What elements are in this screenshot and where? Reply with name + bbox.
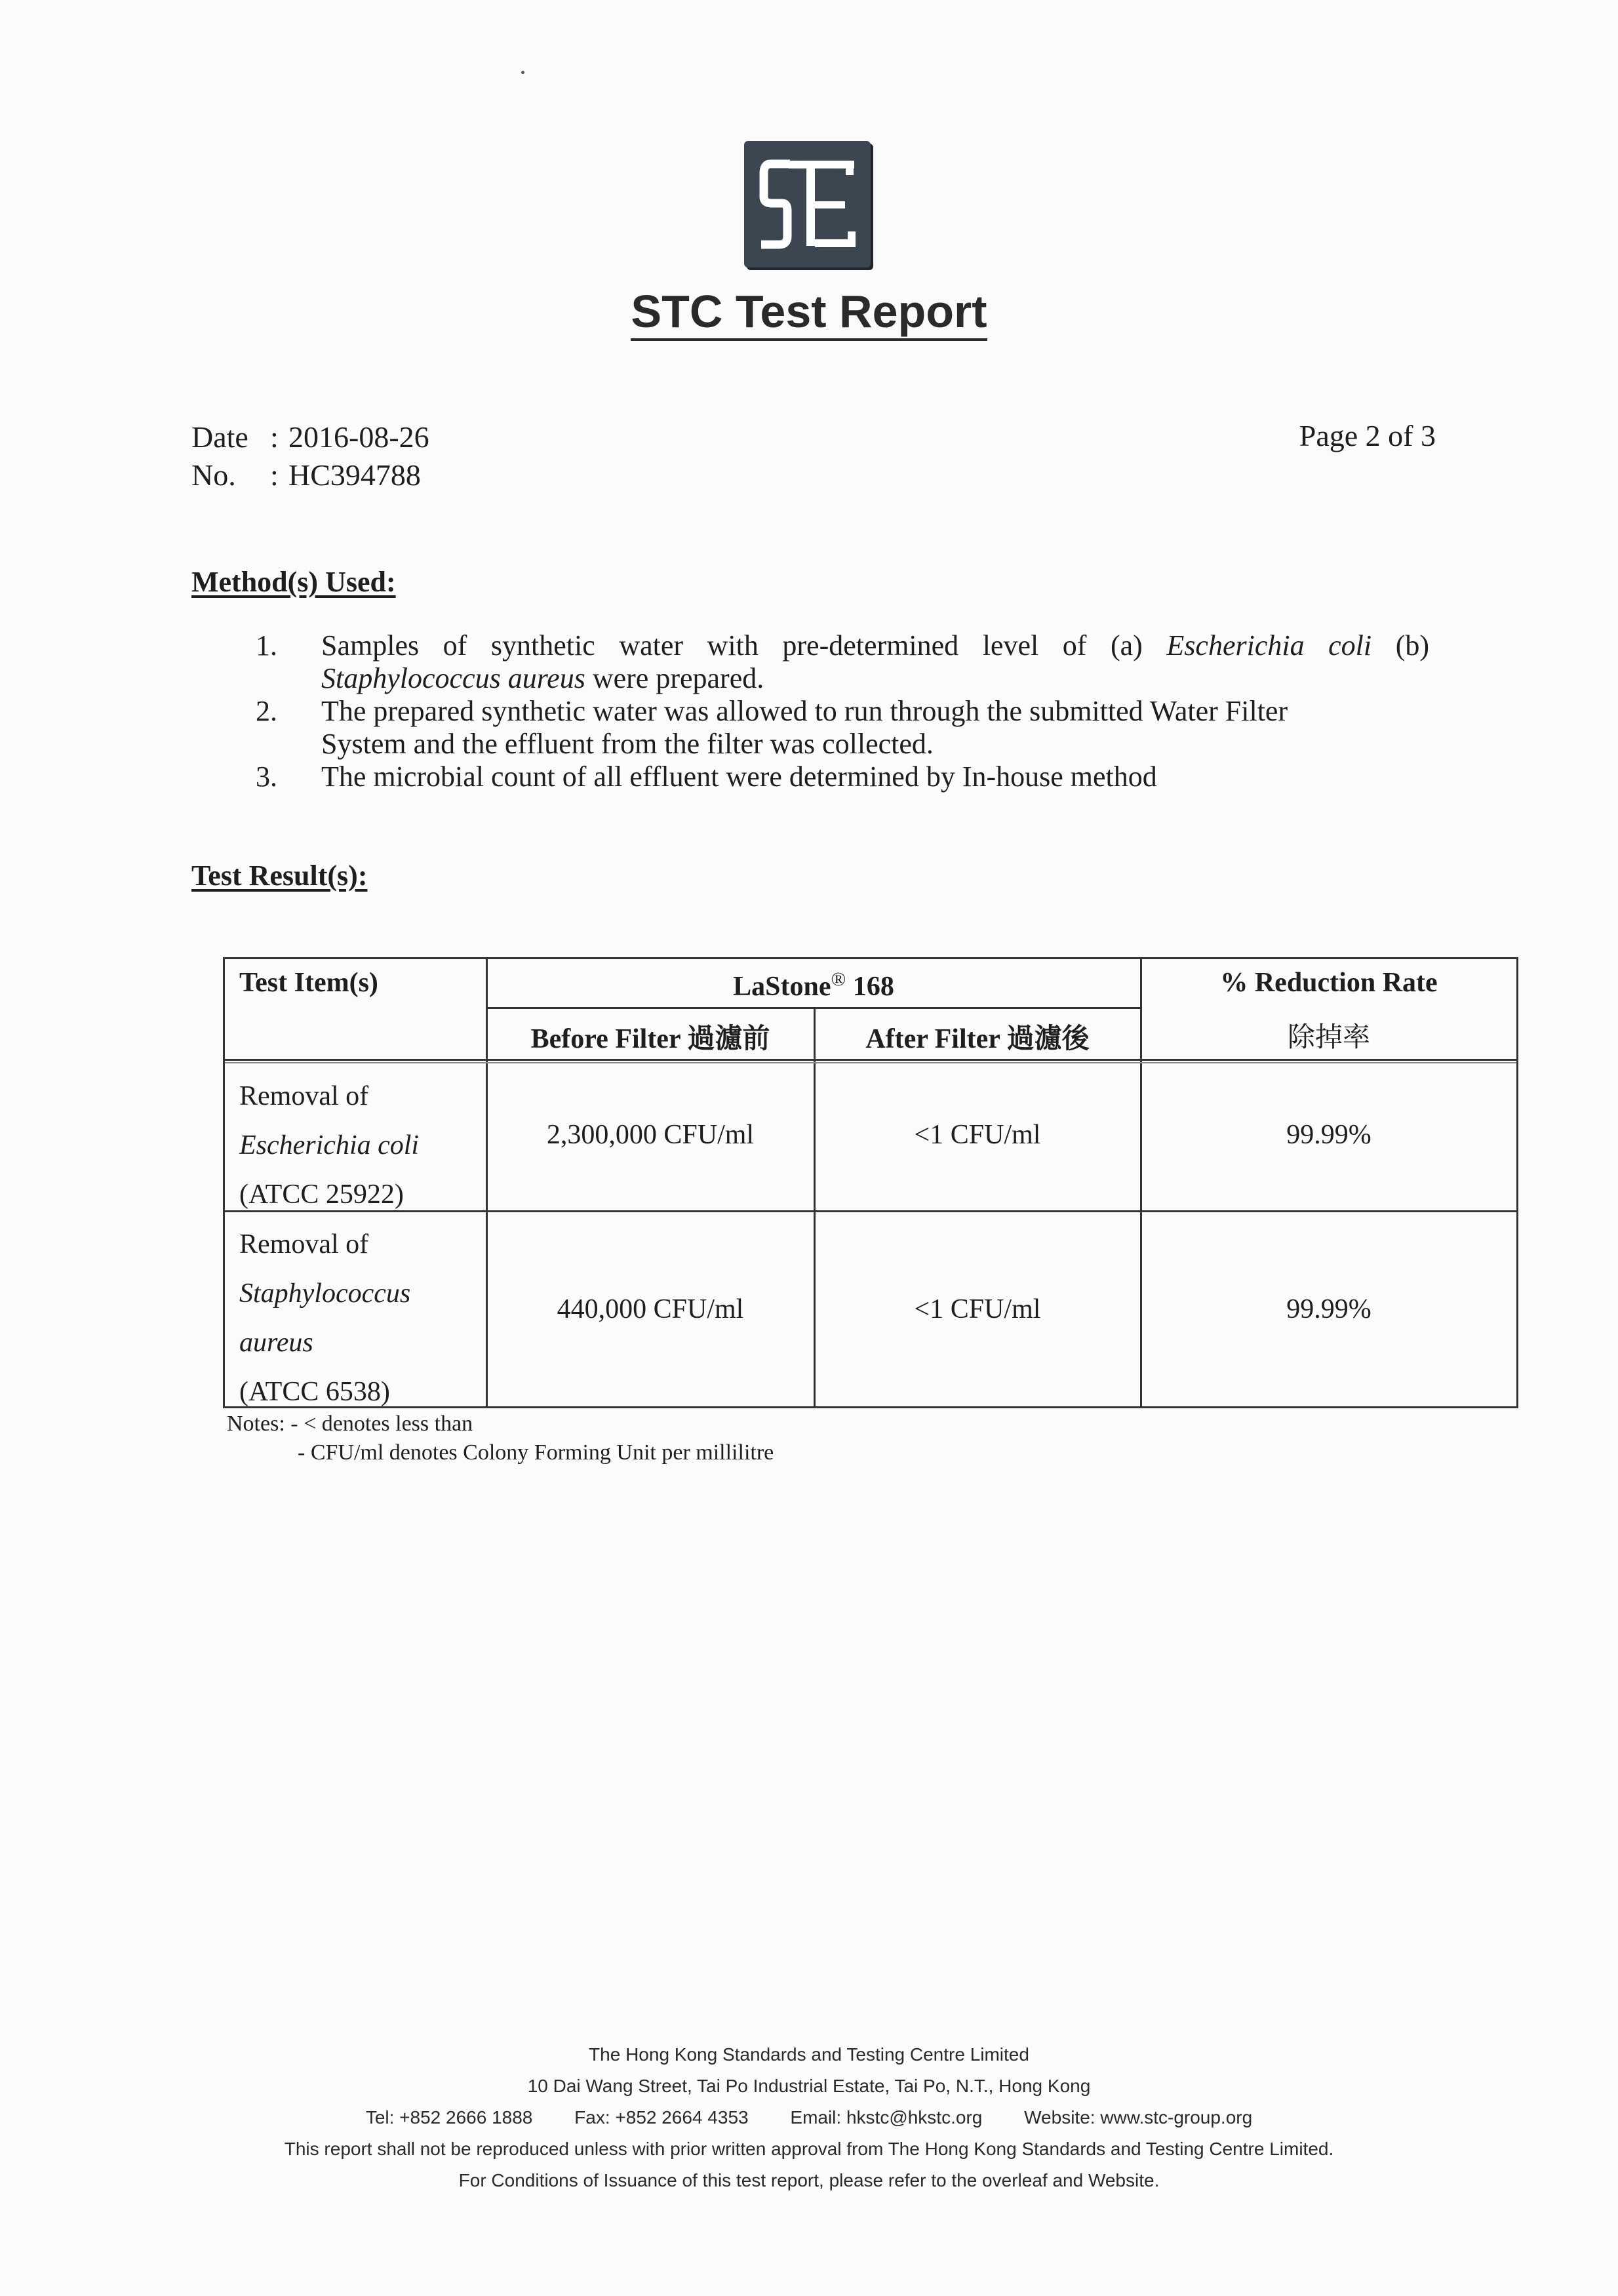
method-item: 1. Samples of synthetic water with pre-determined level of (a) Escherichia coli (b) Staphylococcus aureus were prepared. [256,629,1430,694]
header-product: LaStone® 168 [733,968,894,1002]
stc-logo [744,141,871,267]
footer-company: The Hong Kong Standards and Testing Centre Limited [589,2044,1029,2065]
footer-conditions: For Conditions of Issuance of this test report, please refer to the overleaf and Website. [458,2170,1160,2190]
table-divider [486,1007,1141,1009]
report-title: STC Test Report [0,285,1618,338]
header-after-filter: After Filter 過濾後 [865,1024,1090,1054]
results-heading: Test Result(s): [191,860,368,892]
row2-reduction-rate: 99.99% [1286,1294,1371,1324]
number-row: No. : HC394788 [191,456,429,494]
footer-address: 10 Dai Wang Street, Tai Po Industrial Estate, Tai Po, N.T., Hong Kong [527,2076,1091,2096]
page-footer [0,2039,1618,2196]
stc-logo-icon [744,141,871,267]
footer-tel: Tel: +852 2666 1888 [365,2107,533,2128]
footer-disclaimer: This report shall not be reproduced unless with prior written approval from The Hong Kong Standards and Testing Centre Limited. [284,2139,1334,2159]
row1-before-filter: 2,300,000 CFU/ml [546,1120,755,1150]
methods-list [249,629,1429,793]
method-item: 2. The prepared synthetic water was allowed to run through the submitted Water Filter System and the effluent from the filter was collected. [256,695,1288,760]
scan-speck [521,71,524,74]
row2-before-filter: 440,000 CFU/ml [557,1294,744,1324]
footer-fax: Fax: +852 2664 4353 [574,2107,749,2128]
report-meta [191,418,429,494]
date-row: Date : 2016-08-26 [191,418,429,456]
results-table [223,957,1518,1408]
method-item: 3. The microbial count of all effluent were determined by In-house method [256,761,1157,793]
footer-contact [0,2102,1618,2133]
header-test-item: Test Item(s) [239,968,378,998]
header-reduction-rate: % Reduction Rate [1220,968,1438,998]
report-date: 2016-08-26 [288,420,429,454]
page-number: Page 2 of 3 [1299,419,1436,452]
header-before-filter: Before Filter 過濾前 [530,1024,770,1054]
table-divider [814,1008,816,1406]
row2-after-filter: <1 CFU/ml [914,1294,1041,1324]
footer-website: Website: www.stc-group.org [1024,2107,1253,2128]
table-divider [225,1062,1516,1063]
row1-reduction-rate: 99.99% [1286,1120,1371,1150]
row1-after-filter: <1 CFU/ml [914,1120,1041,1150]
row1-test-item: Removal of Escherichia coli (ATCC 25922) [239,1081,420,1210]
footer-email: Email: hkstc@hkstc.org [790,2107,983,2128]
header-reduction-rate-cn: 除掉率 [1287,1023,1370,1053]
table-notes: Notes: - < denotes less than - CFU/ml denotes Colony Forming Unit per millilitre [227,1412,774,1465]
row2-test-item: Removal of Staphylococcus aureus (ATCC 6538) [239,1229,411,1407]
table-divider [225,1059,1516,1061]
methods-heading: Method(s) Used: [191,566,396,598]
report-number: HC394788 [288,458,421,492]
